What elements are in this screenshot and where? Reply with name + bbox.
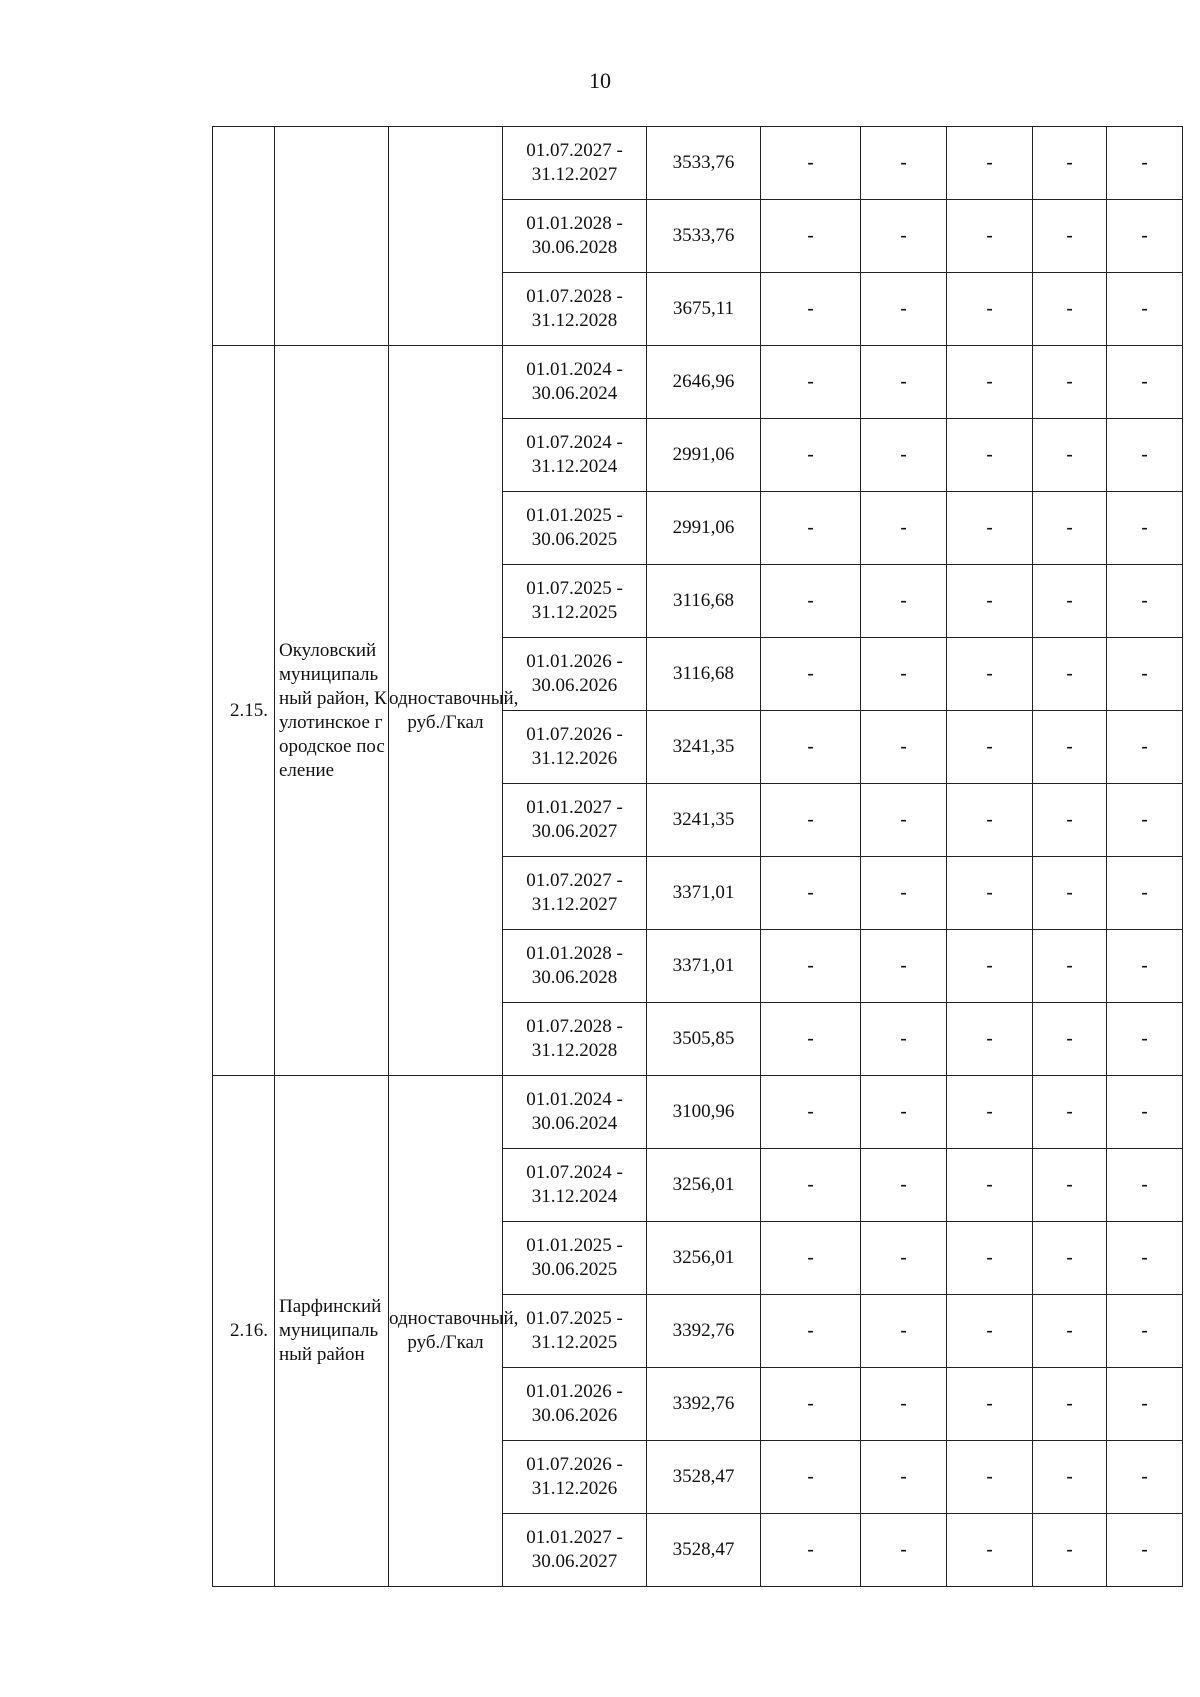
- empty-value-cell: -: [947, 346, 1033, 419]
- empty-value-cell: -: [1107, 711, 1183, 784]
- tariff-value-cell: 3116,68: [647, 565, 761, 638]
- empty-value-cell: -: [861, 273, 947, 346]
- empty-value-cell: -: [861, 711, 947, 784]
- empty-value-cell: -: [761, 638, 861, 711]
- empty-value-cell: -: [761, 492, 861, 565]
- empty-value-cell: -: [1033, 638, 1107, 711]
- period-cell: 01.01.2025 - 30.06.2025: [503, 1222, 647, 1295]
- empty-value-cell: -: [1033, 419, 1107, 492]
- empty-value-cell: -: [861, 419, 947, 492]
- empty-value-cell: -: [761, 1514, 861, 1587]
- empty-value-cell: -: [1107, 1514, 1183, 1587]
- empty-value-cell: -: [1033, 200, 1107, 273]
- period-cell: 01.01.2025 - 30.06.2025: [503, 492, 647, 565]
- empty-value-cell: -: [861, 638, 947, 711]
- period-cell: 01.07.2025 - 31.12.2025: [503, 565, 647, 638]
- tariff-value-cell: 3528,47: [647, 1514, 761, 1587]
- empty-value-cell: -: [761, 784, 861, 857]
- empty-value-cell: -: [761, 419, 861, 492]
- tariff-value-cell: 3371,01: [647, 857, 761, 930]
- table-row: [213, 127, 1183, 200]
- empty-value-cell: -: [947, 492, 1033, 565]
- item-number-cell: 2.15.: [213, 346, 275, 1076]
- empty-value-cell: -: [947, 638, 1033, 711]
- tariff-type-cell: одноставочный, руб./Гкал: [389, 1076, 503, 1587]
- empty-value-cell: -: [1033, 492, 1107, 565]
- empty-value-cell: -: [1107, 857, 1183, 930]
- period-cell: 01.07.2027 - 31.12.2027: [503, 127, 647, 200]
- tariff-value-cell: 3533,76: [647, 127, 761, 200]
- empty-value-cell: -: [761, 127, 861, 200]
- empty-value-cell: -: [861, 1149, 947, 1222]
- empty-value-cell: -: [861, 200, 947, 273]
- empty-value-cell: -: [761, 1222, 861, 1295]
- empty-value-cell: -: [947, 784, 1033, 857]
- empty-value-cell: -: [761, 1003, 861, 1076]
- empty-value-cell: -: [1033, 127, 1107, 200]
- empty-value-cell: -: [947, 711, 1033, 784]
- empty-value-cell: -: [761, 346, 861, 419]
- empty-value-cell: -: [761, 711, 861, 784]
- tariff-value-cell: 3533,76: [647, 200, 761, 273]
- item-number-cell: 2.16.: [213, 1076, 275, 1587]
- empty-value-cell: -: [1107, 1149, 1183, 1222]
- empty-value-cell: -: [1107, 200, 1183, 273]
- tariff-type-cell: [389, 127, 503, 346]
- empty-value-cell: -: [1033, 346, 1107, 419]
- period-cell: 01.01.2024 - 30.06.2024: [503, 1076, 647, 1149]
- period-cell: 01.07.2025 - 31.12.2025: [503, 1295, 647, 1368]
- period-cell: 01.01.2027 - 30.06.2027: [503, 1514, 647, 1587]
- empty-value-cell: -: [1033, 565, 1107, 638]
- empty-value-cell: -: [861, 784, 947, 857]
- period-cell: 01.07.2028 - 31.12.2028: [503, 1003, 647, 1076]
- tariff-value-cell: 3256,01: [647, 1149, 761, 1222]
- empty-value-cell: -: [1107, 638, 1183, 711]
- empty-value-cell: -: [1033, 1514, 1107, 1587]
- tariff-table: [212, 126, 1183, 1587]
- period-cell: 01.07.2026 - 31.12.2026: [503, 1441, 647, 1514]
- empty-value-cell: -: [1107, 1368, 1183, 1441]
- empty-value-cell: -: [1107, 346, 1183, 419]
- empty-value-cell: -: [1107, 1003, 1183, 1076]
- empty-value-cell: -: [947, 1222, 1033, 1295]
- empty-value-cell: -: [761, 930, 861, 1003]
- period-cell: 01.01.2024 - 30.06.2024: [503, 346, 647, 419]
- tariff-value-cell: 3505,85: [647, 1003, 761, 1076]
- tariff-value-cell: 2646,96: [647, 346, 761, 419]
- empty-value-cell: -: [1033, 784, 1107, 857]
- tariff-value-cell: 3116,68: [647, 638, 761, 711]
- empty-value-cell: -: [761, 200, 861, 273]
- empty-value-cell: -: [861, 127, 947, 200]
- empty-value-cell: -: [1107, 930, 1183, 1003]
- municipality-name-cell: Парфинский муниципальный район: [275, 1076, 389, 1587]
- tariff-value-cell: 3256,01: [647, 1222, 761, 1295]
- empty-value-cell: -: [761, 1295, 861, 1368]
- empty-value-cell: -: [861, 346, 947, 419]
- period-cell: 01.01.2028 - 30.06.2028: [503, 200, 647, 273]
- tariff-value-cell: 3528,47: [647, 1441, 761, 1514]
- empty-value-cell: -: [947, 127, 1033, 200]
- table-row: [213, 1076, 1183, 1149]
- period-cell: 01.01.2026 - 30.06.2026: [503, 638, 647, 711]
- empty-value-cell: -: [1033, 857, 1107, 930]
- empty-value-cell: -: [947, 1368, 1033, 1441]
- empty-value-cell: -: [947, 857, 1033, 930]
- empty-value-cell: -: [761, 1076, 861, 1149]
- empty-value-cell: -: [947, 1441, 1033, 1514]
- empty-value-cell: -: [947, 1295, 1033, 1368]
- tariff-value-cell: 3392,76: [647, 1295, 761, 1368]
- empty-value-cell: -: [947, 930, 1033, 1003]
- empty-value-cell: -: [1107, 1441, 1183, 1514]
- empty-value-cell: -: [861, 492, 947, 565]
- period-cell: 01.07.2026 - 31.12.2026: [503, 711, 647, 784]
- empty-value-cell: -: [947, 273, 1033, 346]
- empty-value-cell: -: [1033, 1441, 1107, 1514]
- empty-value-cell: -: [861, 1295, 947, 1368]
- page-number: 10: [589, 68, 611, 93]
- empty-value-cell: -: [1107, 273, 1183, 346]
- empty-value-cell: -: [761, 273, 861, 346]
- empty-value-cell: -: [761, 857, 861, 930]
- empty-value-cell: -: [947, 1003, 1033, 1076]
- empty-value-cell: -: [861, 1441, 947, 1514]
- empty-value-cell: -: [761, 1441, 861, 1514]
- period-cell: 01.07.2024 - 31.12.2024: [503, 1149, 647, 1222]
- empty-value-cell: -: [761, 565, 861, 638]
- tariff-value-cell: 3100,96: [647, 1076, 761, 1149]
- empty-value-cell: -: [947, 419, 1033, 492]
- empty-value-cell: -: [1033, 1368, 1107, 1441]
- empty-value-cell: -: [1033, 1003, 1107, 1076]
- period-cell: 01.01.2026 - 30.06.2026: [503, 1368, 647, 1441]
- empty-value-cell: -: [947, 200, 1033, 273]
- tariff-value-cell: 3675,11: [647, 273, 761, 346]
- tariff-value-cell: 3241,35: [647, 784, 761, 857]
- tariff-value-cell: 3241,35: [647, 711, 761, 784]
- empty-value-cell: -: [761, 1149, 861, 1222]
- municipality-name-cell: [275, 127, 389, 346]
- empty-value-cell: -: [1107, 565, 1183, 638]
- empty-value-cell: -: [1107, 1076, 1183, 1149]
- empty-value-cell: -: [947, 1149, 1033, 1222]
- empty-value-cell: -: [861, 1003, 947, 1076]
- item-number-cell: [213, 127, 275, 346]
- tariff-value-cell: 3371,01: [647, 930, 761, 1003]
- empty-value-cell: -: [861, 1222, 947, 1295]
- empty-value-cell: -: [1107, 1295, 1183, 1368]
- tariff-type-cell: одноставочный, руб./Гкал: [389, 346, 503, 1076]
- empty-value-cell: -: [1033, 273, 1107, 346]
- period-cell: 01.07.2024 - 31.12.2024: [503, 419, 647, 492]
- empty-value-cell: -: [947, 1076, 1033, 1149]
- empty-value-cell: -: [947, 565, 1033, 638]
- empty-value-cell: -: [1033, 1222, 1107, 1295]
- empty-value-cell: -: [861, 565, 947, 638]
- empty-value-cell: -: [1033, 1149, 1107, 1222]
- period-cell: 01.01.2027 - 30.06.2027: [503, 784, 647, 857]
- empty-value-cell: -: [861, 930, 947, 1003]
- empty-value-cell: -: [1033, 1076, 1107, 1149]
- empty-value-cell: -: [947, 1514, 1033, 1587]
- empty-value-cell: -: [1107, 784, 1183, 857]
- tariff-value-cell: 3392,76: [647, 1368, 761, 1441]
- tariff-value-cell: 2991,06: [647, 419, 761, 492]
- period-cell: 01.07.2027 - 31.12.2027: [503, 857, 647, 930]
- empty-value-cell: -: [1107, 127, 1183, 200]
- empty-value-cell: -: [861, 857, 947, 930]
- table-row: [213, 346, 1183, 419]
- empty-value-cell: -: [861, 1514, 947, 1587]
- empty-value-cell: -: [1107, 492, 1183, 565]
- empty-value-cell: -: [1107, 419, 1183, 492]
- empty-value-cell: -: [1033, 930, 1107, 1003]
- empty-value-cell: -: [761, 1368, 861, 1441]
- period-cell: 01.01.2028 - 30.06.2028: [503, 930, 647, 1003]
- empty-value-cell: -: [861, 1076, 947, 1149]
- empty-value-cell: -: [1033, 1295, 1107, 1368]
- table-body: [213, 127, 1183, 1587]
- empty-value-cell: -: [861, 1368, 947, 1441]
- empty-value-cell: -: [1107, 1222, 1183, 1295]
- municipality-name-cell: Окуловский муниципальный район, Кулотинское городское поселение: [275, 346, 389, 1076]
- tariff-value-cell: 2991,06: [647, 492, 761, 565]
- period-cell: 01.07.2028 - 31.12.2028: [503, 273, 647, 346]
- empty-value-cell: -: [1033, 711, 1107, 784]
